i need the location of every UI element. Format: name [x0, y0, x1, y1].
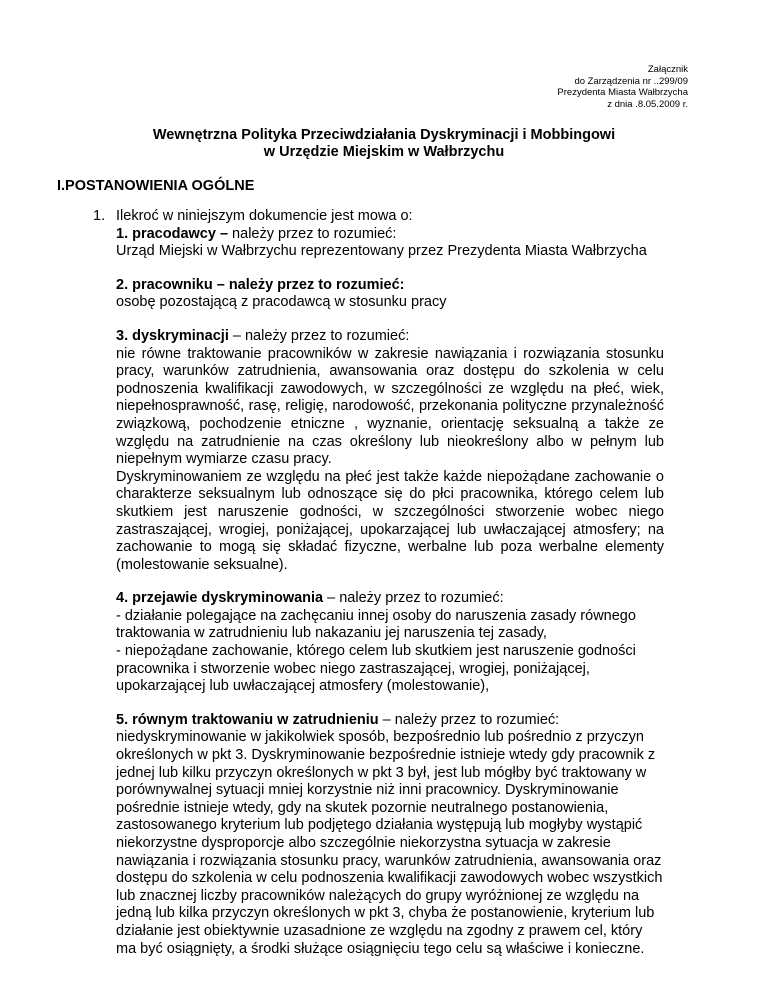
definition-1-rest: należy przez to rozumieć:: [228, 225, 397, 242]
annex-line-4: z dnia .8.05.2009 r.: [607, 98, 688, 110]
definition-5-rest: – należy przez to rozumieć:: [378, 711, 560, 728]
definition-3-term: 3. dyskryminacji: [116, 327, 229, 344]
definition-4-term: 4. przejawie dyskryminowania: [116, 590, 324, 607]
definition-1-text: Urząd Miejski w Wałbrzychu reprezentowany przez Prezydenta Miasta Wałbrzycha: [116, 243, 647, 260]
definition-3-text-2: Dyskryminowaniem ze względu na płeć jest także każde niepożądane zachowanie o charakterze seksualnym lub odnoszące się do płci pracownika, którego celem lub skutkiem jest naruszenie godności, w szczególności stworzenie wobec niego zastraszającej, wrogiej, poniżającej, upokarzającej lub uwłaczającej atmosfery; na zachowanie to mogą się składać fizyczne, werbalne lub poza werbalne elementy (molestowanie seksualne).: [116, 468, 664, 573]
annex-note: [557, 64, 688, 110]
document-body: [116, 208, 664, 958]
definition-4-rest: – należy przez to rozumieć:: [323, 590, 504, 607]
item-number: 1.: [93, 208, 106, 224]
definition-1-term: 1. pracodawcy –: [116, 225, 229, 242]
title-line-1: Wewnętrzna Polityka Przeciwdziałania Dyskryminacji i Mobbingowi: [152, 127, 616, 143]
definition-3-rest: – należy przez to rozumieć:: [228, 327, 410, 344]
definition-5-heading: [116, 712, 664, 730]
definition-1-heading: [116, 226, 664, 244]
definition-2-heading: 2. pracowniku – należy przez to rozumieć:: [116, 276, 405, 293]
annex-line-1: Załącznik: [647, 64, 688, 75]
definition-5-text: niedyskryminowanie w jakikolwiek sposób, bezpośrednio lub pośrednio z przyczyn określonych w pkt 3. Dyskryminowanie bezpośrednie istnieje wtedy gdy pracownik z jednej lub kilku przyczyn określonych w pkt 3 był, jest lub mógłby być traktowany w porównywalnej sytuacji mniej korzystnie niż inni pracownicy. Dyskryminowanie pośrednie istnieje wtedy, gdy na skutek pozornie neutralnego postanowienia, zastosowanego kryterium lub podjętego działania występują lub mogłyby wystąpić niekorzystne dysproporcje albo szczególnie niekorzystna sytuacja w zakresie nawiązania i rozwiązania stosunku pracy, warunków zatrudnienia, awansowania oraz dostępu do szkolenia w celu podnoszenia kwalifikacji zawodowych wobec wszystkich lub znacznej liczby pracowników należących do grupy wyróżnionej ze względu na jedną lub kilka przyczyn określonych w pkt 3, chyba że postanowienie, kryterium lub działanie jest obiektywnie uzasadnione ze względu na zgodny z prawem cel, który ma być osiągnięty, a środki służące osiągnięciu tego celu są właściwe i konieczne.: [116, 729, 663, 957]
item-intro: Ilekroć w niniejszym dokumencie jest mowa o:: [116, 208, 413, 224]
document-title: [0, 127, 768, 161]
definition-3-heading: [116, 328, 664, 346]
section-heading: I.POSTANOWIENIA OGÓLNE: [57, 178, 255, 194]
definition-2-text: osobę pozostającą z pracodawcą w stosunku pracy: [116, 294, 447, 311]
definition-5-term: 5. równym traktowaniu w zatrudnieniu: [116, 711, 379, 728]
title-line-2: w Urzędzie Miejskim w Wałbrzychu: [263, 144, 505, 160]
definition-3-text: nie równe traktowanie pracowników w zakresie nawiązania i rozwiązania stosunku pracy, warunków zatrudnienia, awansowania oraz dostępu do szkolenia w celu podnoszenia kwalifikacji zawodowych, w szczególności ze względu na płeć, wiek, niepełnosprawność, rasę, religię, narodowość, przekonania polityczne przynależność związkową, pochodzenie etniczne , wyznanie, orientację seksualną a także ze względu na zatrudnienie na czas określony lub nieokreślony albo w pełnym lub niepełnym wymiarze czasu pracy.: [116, 345, 664, 468]
definition-4-heading: [116, 590, 664, 608]
annex-line-2: do Zarządzenia nr ..299/09: [574, 75, 688, 87]
annex-line-3: Prezydenta Miasta Wałbrzycha: [557, 87, 688, 98]
definition-4-line-1: - działanie polegające na zachęcaniu innej osoby do naruszenia zasady równego traktowania w zatrudnieniu lub nakazaniu jej naruszenia tej zasady,: [116, 607, 636, 642]
definition-4-line-2: - niepożądane zachowanie, którego celem lub skutkiem jest naruszenie godności pracownika i stworzenie wobec niego zastraszającej, wrogiej, poniżającej, upokarzającej lub uwłaczającej atmosfery (molestowanie),: [116, 643, 636, 695]
